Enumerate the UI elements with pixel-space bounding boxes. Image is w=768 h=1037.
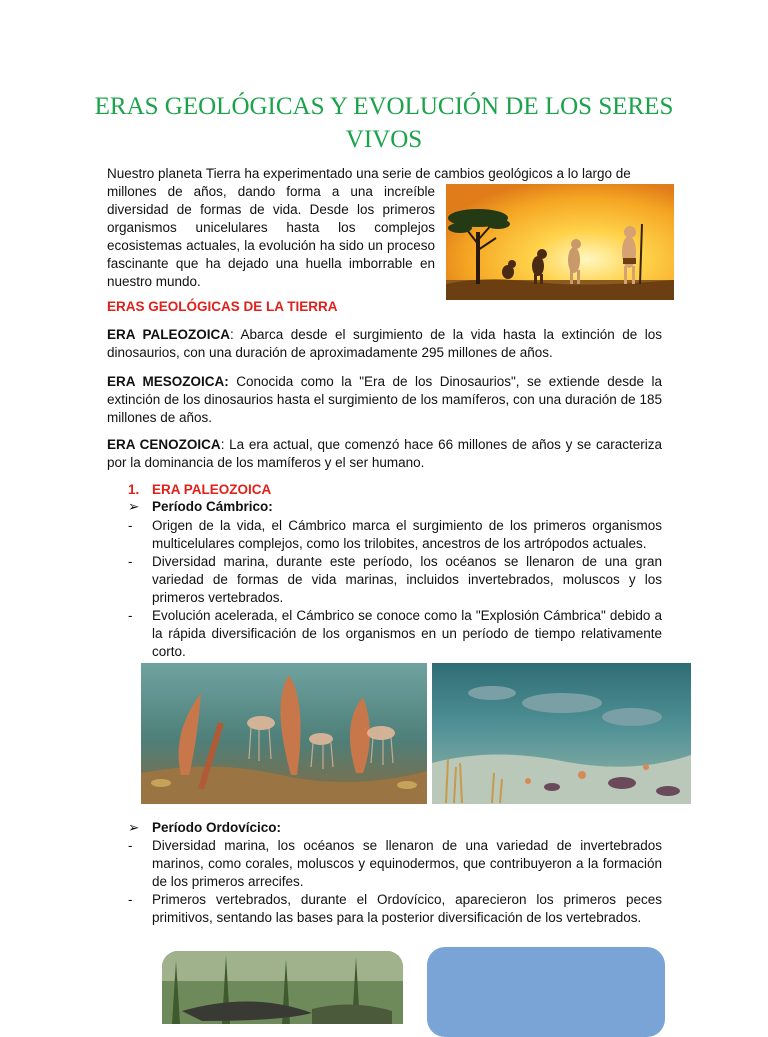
list-item-text: Diversidad marina, los océanos se llenaron de una variedad de invertebrados marinos, como corales, moluscos y equinodermos, que contribuyeron a la formación de los primeros arrecifes. [152,838,662,889]
arrow-bullet-icon: ➢ [128,820,140,835]
era-paleozoica-paragraph [107,326,662,362]
era-separator: : [220,437,225,452]
numbered-heading [128,482,271,497]
period-title: Período Cámbrico: [152,499,273,514]
period-cambrico-heading [128,499,273,515]
era-mesozoica-paragraph [107,373,662,427]
dash-bullet: - [128,554,133,569]
list-item-text: Evolución acelerada, el Cámbrico se conoce como la "Explosión Cámbrica" debido a la rápida diversificación de los organismos en un período de tiempo relativamente corto. [152,608,662,659]
list-item-text: Diversidad marina, durante este período, los océanos se llenaron de una gran variedad de formas de vida marinas, incluidos invertebrados, moluscos y los primeros vertebrados. [152,554,662,605]
dash-bullet: - [128,518,133,533]
period-title: Período Ordovícico: [152,820,282,835]
era-separator: : [229,327,234,342]
cambrian-seafloor-image [141,663,427,804]
list-item [128,553,662,607]
era-name: ERA PALEOZOICA [107,327,230,342]
silurian-forest-image [162,951,403,1024]
era-text: Conocida como la "Era de los Dinosaurios", se extiende desde la extinción de los dinosaurios hasta el surgimiento de los mamíferos, con una duración de 185 millones de años. [107,374,663,425]
era-cenozoica-paragraph [107,436,662,472]
intro-paragraph: millones de años, dando forma a una increíble diversidad de formas de vida. Desde los primeros organismos unicelulares hasta los complejos ecosistemas actuales, la evolución ha sido un proceso fascinante que ha dejado una huella imborrable en nuestro mundo. [107,184,435,289]
dash-bullet: - [128,892,133,907]
list-item-text: Origen de la vida, el Cámbrico marca el surgimiento de los primeros organismos multicelulares complejos, como los trilobites, ancestros de los artrópodos actuales. [152,518,662,551]
ordovicico-list [128,837,662,927]
ordovician-reef-image [432,663,691,804]
dash-bullet: - [128,838,133,853]
list-item [128,607,662,661]
list-item-text: Primeros vertebrados, durante el Ordovícico, aparecieron los primeros peces primitivos, sentando las bases para la posterior diversificación de los vertebrados. [152,892,662,925]
human-evolution-image [446,184,674,300]
numbered-heading-label: ERA PALEOZOICA [152,482,272,497]
period-ordovicico-heading [128,820,281,836]
arrow-bullet-icon: ➢ [128,499,140,514]
era-text: Abarca desde el surgimiento de la vida hasta la extinción de los dinosaurios, con una duración de aproximadamente 295 millones de años. [107,327,662,360]
page-title: ERAS GEOLÓGICAS Y EVOLUCIÓN DE LOS SERES VIVOS [94,93,674,153]
cambrico-list [128,517,662,661]
dash-bullet: - [128,608,133,623]
era-text: La era actual, que comenzó hace 66 millones de años y se caracteriza por la dominancia de los mamíferos y el ser humano. [107,437,662,470]
era-name: ERA MESOZOICA: [107,374,229,389]
list-item [128,891,662,927]
list-item [128,837,662,891]
section-heading: ERAS GEOLÓGICAS DE LA TIERRA [107,299,338,314]
era-name: ERA CENOZOICA [107,437,221,452]
list-item [128,517,662,553]
list-number: 1. [128,482,140,497]
intro-first-line: Nuestro planeta Tierra ha experimentado una serie de cambios geológicos a lo largo de [107,166,631,181]
